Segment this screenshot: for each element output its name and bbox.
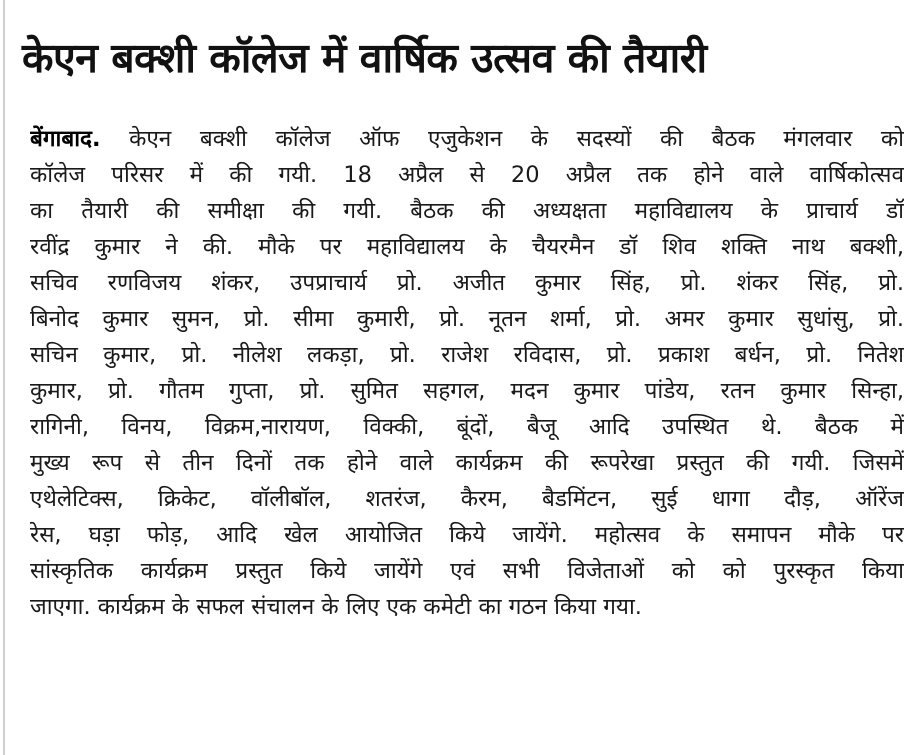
body-line-8: कुमार, प्रो. गौतम गुप्ता, प्रो. सुमित सहगल, मदन कुमार पांडेय, रतन कुमार सिन्हा, bbox=[30, 378, 904, 404]
body-line-3: का तैयारी की समीक्षा की गयी. बैठक की अध्यक्षता महाविद्यालय के प्राचार्य डॉ bbox=[30, 198, 904, 224]
article-body bbox=[30, 121, 904, 625]
body-line-9: रागिनी, विनय, विक्रम,नारायण, विक्की, बूंदों, बैजू आदि उपस्थित थे. बैठक में bbox=[30, 414, 904, 440]
body-line-1-text: केएन बक्शी कॉलेज ऑफ एजुकेशन के सदस्यों की बैठक मंगलवार को bbox=[100, 126, 904, 152]
body-line-7: सचिन कुमार, प्रो. नीलेश लकड़ा, प्रो. राजेश रविदास, प्रो. प्रकाश बर्धन, प्रो. नितेश bbox=[30, 342, 904, 368]
body-line-11: एथेलेटिक्स, क्रिकेट, वॉलीबॉल, शतरंज, कैरम, बैडमिंटन, सुई धागा दौड़, ऑरेंज bbox=[30, 486, 904, 512]
body-line-6: बिनोद कुमार सुमन, प्रो. सीमा कुमारी, प्रो. नूतन शर्मा, प्रो. अमर कुमार सुधांसु, प्रो. bbox=[30, 306, 904, 332]
body-line-4: रवींद्र कुमार ने की. मौके पर महाविद्यालय के चैयरमैन डॉ शिव शक्ति नाथ बक्शी, bbox=[30, 234, 904, 260]
body-line-2: कॉलेज परिसर में की गयी. 18 अप्रैल से 20 अप्रैल तक होने वाले वार्षिकोत्सव bbox=[30, 162, 904, 188]
headline: केएन बक्शी कॉलेज में वार्षिक उत्सव की तैयारी bbox=[22, 34, 707, 82]
body-line-5: सचिव रणविजय शंकर, उपप्राचार्य प्रो. अजीत कुमार सिंह, प्रो. शंकर सिंह, प्रो. bbox=[30, 270, 904, 296]
column-divider bbox=[3, 0, 5, 755]
body-line-1 bbox=[30, 121, 904, 157]
dateline: बेंगाबाद. bbox=[30, 126, 101, 152]
body-line-14: जाएगा. कार्यक्रम के सफल संचालन के लिए एक कमेटी का गठन किया गया. bbox=[30, 594, 642, 620]
body-line-10: मुख्य रूप से तीन दिनों तक होने वाले कार्यक्रम की रूपरेखा प्रस्तुत की गयी. जिसमें bbox=[30, 450, 904, 476]
body-line-12: रेस, घड़ा फोड़, आदि खेल आयोजित किये जायेंगे. महोत्सव के समापन मौके पर bbox=[30, 522, 904, 548]
body-line-13: सांस्कृतिक कार्यक्रम प्रस्तुत किये जायेंगे एवं सभी विजेताओं को को पुरस्कृत किया bbox=[30, 558, 904, 584]
